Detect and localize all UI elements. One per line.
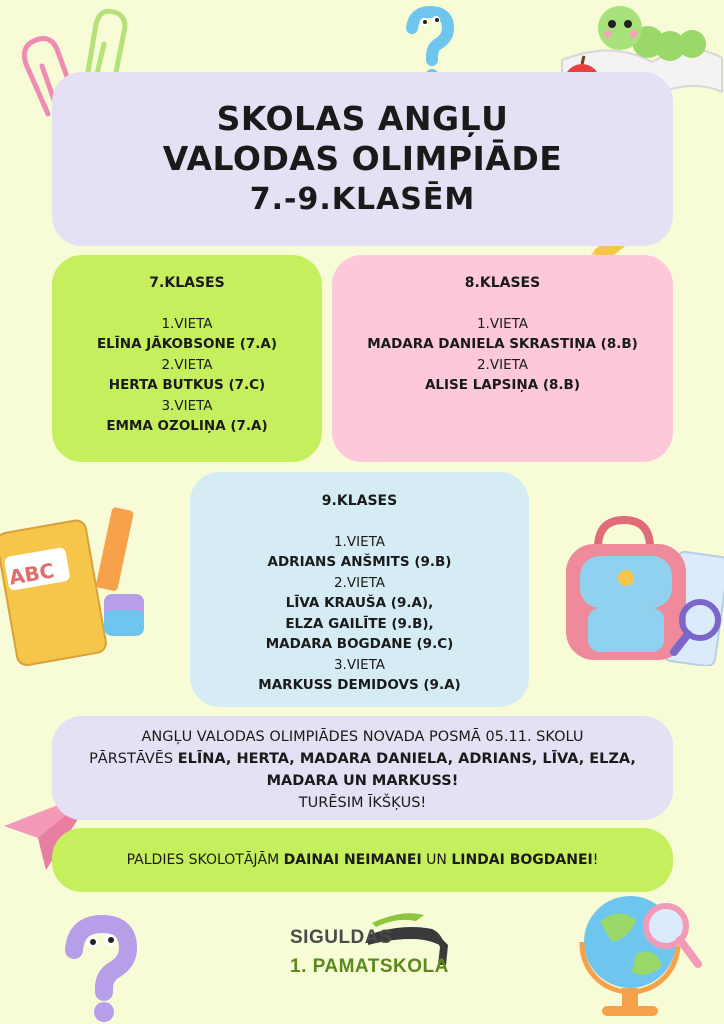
backpack-icon (560, 516, 724, 666)
winner-name: MADARA BOGDANE (9.C) (265, 636, 454, 652)
winner-name: ELZA GAILĪTE (9.B), (285, 615, 434, 632)
question-mark-icon (56, 914, 146, 1024)
title-line-2: VALODAS OLIMPIĀDE (162, 139, 563, 178)
note-line-4: TURĒSIM ĪKŠĶUS! (298, 795, 427, 811)
place-label: 1.VIETA (333, 533, 386, 550)
note-line-3 (52, 770, 673, 792)
winner-name: MADARA DANIELA SKRASTIŅA (8.B) (367, 336, 638, 352)
globe-icon (566, 876, 716, 1024)
logo-line-2: 1. PAMATSKOLA (290, 956, 449, 977)
winner-name: ELĪNA JĀKOBSONE (7.A) (96, 336, 278, 352)
class-8-heading: 8.KLASES (464, 275, 541, 291)
thanks-suffix: ! (592, 852, 599, 868)
winner-name: ADRIANS ANŠMITS (9.B) (267, 554, 452, 570)
place-label: 1.VIETA (476, 315, 529, 332)
class-9-heading: 9.KLASES (321, 493, 398, 509)
class-7-heading: 7.KLASES (149, 275, 225, 291)
class-9-card (190, 472, 529, 707)
winner-name: ALISE LAPSIŅA (8.B) (424, 377, 580, 393)
winner-name: EMMA OZOLIŅA (7.A) (106, 418, 268, 434)
place-label: 2.VIETA (161, 356, 213, 373)
place-label: 2.VIETA (333, 574, 386, 591)
logo-line-1: SIGULDAS (290, 927, 393, 948)
notebook-text: ABC (7, 558, 57, 590)
note-line-2 (52, 748, 673, 770)
representatives-note (52, 716, 673, 820)
winner-name: LĪVA KRAUŠA (9.A), (285, 595, 434, 611)
note-line-3-names: MADARA UN MARKUSS! (266, 773, 459, 789)
note-line-2-text: PĀRSTĀVĒS (89, 751, 178, 767)
note-line-1: ANGĻU VALODAS OLIMPIĀDES NOVADA POSMĀ 05.11. SKOLU (141, 729, 584, 745)
notebook-icon (0, 500, 150, 668)
thanks-middle: UN (421, 852, 452, 868)
class-7-card (52, 255, 322, 462)
title-panel (52, 72, 673, 246)
note-line-2-names: ELĪNA, HERTA, MADARA DANIELA, ADRIANS, LĪVA, ELZA, (177, 751, 636, 767)
teacher-name: DAINAI NEIMANEI (283, 852, 422, 868)
place-label: 2.VIETA (476, 356, 529, 373)
winner-name: HERTA BUTKUS (7.C) (108, 377, 266, 393)
thanks-prefix: PALDIES SKOLOTĀJĀM (126, 852, 284, 868)
place-label: 1.VIETA (161, 315, 213, 332)
title-line-1: SKOLAS ANGĻU (216, 99, 509, 138)
place-label: 3.VIETA (333, 656, 386, 673)
title-line-3: 7.-9.KLASĒM (249, 182, 476, 217)
winner-name: MARKUSS DEMIDOVS (9.A) (258, 677, 461, 693)
school-logo (290, 905, 450, 985)
place-label: 3.VIETA (161, 397, 213, 414)
class-8-card (332, 255, 673, 462)
teacher-name: LINDAI BOGDANEI (451, 852, 593, 868)
thanks-banner (52, 828, 673, 892)
